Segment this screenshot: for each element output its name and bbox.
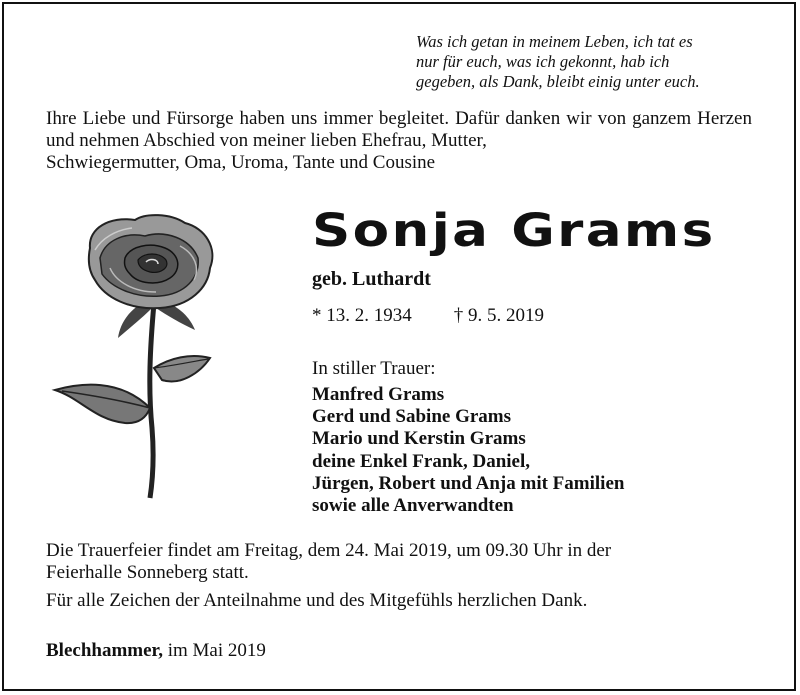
poem-line: gegeben, als Dank, bleibt einig unter euch. (416, 72, 700, 91)
deceased-name: Sonja Grams (312, 204, 716, 257)
death-date: † 9. 5. 2019 (453, 305, 544, 326)
intro-text (46, 108, 752, 174)
service-line: Die Trauerfeier findet am Freitag, dem 24. Mai 2019, um 09.30 Uhr in der (46, 540, 612, 561)
intro-paragraph: Ihre Liebe und Fürsorge haben uns immer begleitet. Dafür danken wir von ganzem Herzen und nehmen Abschied von meiner lieben Ehefrau, Mutter, (46, 108, 752, 151)
mourner-line: Mario und Kerstin Grams (312, 428, 526, 450)
mourner-line: sowie alle Anverwandten (312, 495, 514, 517)
poem-line: nur für euch, was ich gekonnt, hab ich (416, 52, 670, 71)
mourners-list (312, 384, 624, 517)
mourning-label: In stiller Trauer: (312, 358, 436, 379)
funeral-service-info (46, 540, 746, 584)
mourner-line: Gerd und Sabine Grams (312, 406, 512, 428)
birth-date: * 13. 2. 1934 (312, 305, 412, 326)
mourner-line: Manfred Grams (312, 384, 445, 405)
intro-last-line: Schwiegermutter, Oma, Uroma, Tante und Cousine (46, 152, 436, 173)
mourner-line: Jürgen, Robert und Anja mit Familien (312, 472, 625, 494)
mourner-line: deine Enkel Frank, Daniel, (312, 450, 530, 472)
thanks-text: Für alle Zeichen der Anteilnahme und des Mitgefühls herzlichen Dank. (46, 590, 588, 611)
service-line: Feierhalle Sonneberg statt. (46, 562, 249, 583)
place-date (46, 640, 266, 662)
maiden-name: geb. Luthardt (312, 268, 431, 290)
life-dates (312, 305, 544, 327)
poem-quote (416, 32, 776, 92)
place-month: im Mai 2019 (167, 640, 266, 661)
rose-illustration-icon (50, 208, 270, 508)
poem-line: Was ich getan in meinem Leben, ich tat es (416, 32, 693, 51)
place-city: Blechhammer, (46, 640, 163, 661)
